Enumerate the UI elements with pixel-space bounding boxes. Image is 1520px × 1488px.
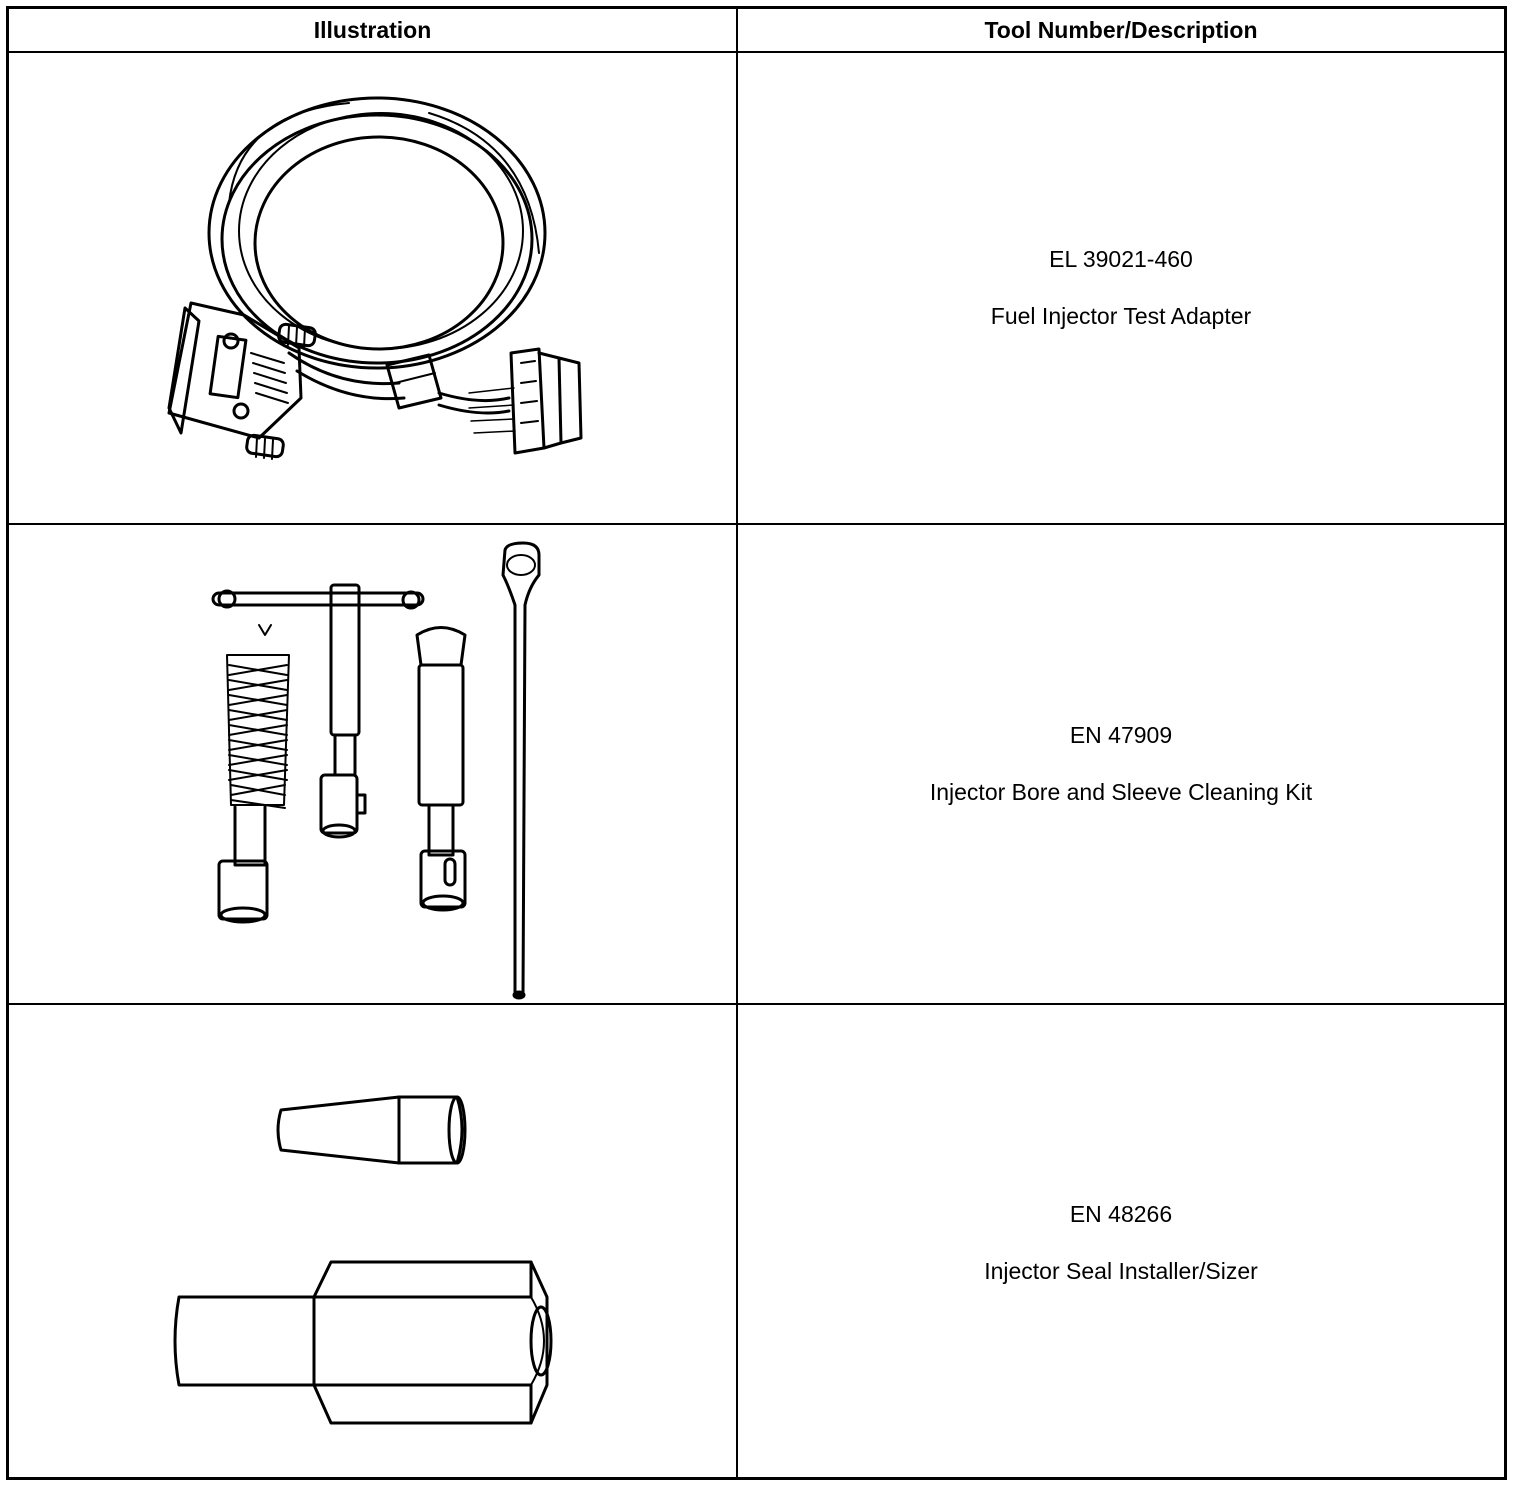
cleaning-kit-icon [9,525,736,1003]
table-row-description [738,525,1504,1003]
header-tool-number-description: Tool Number/Description [984,16,1258,43]
tool-number: EL 39021-460 [1049,246,1193,272]
table-row-illustration [9,525,736,1003]
header-illustration: Illustration [313,16,432,43]
tool-description: Injector Bore and Sleeve Cleaning Kit [929,779,1313,805]
seal-installer-icon [9,1005,736,1480]
table-row-description [738,53,1504,523]
tool-number: EN 48266 [1069,1200,1173,1227]
table-row-description [738,1005,1504,1480]
tool-description: Injector Seal Installer/Sizer [984,1257,1258,1284]
table-row-illustration [9,1005,736,1480]
tool-number: EN 47909 [1069,722,1173,748]
special-tools-table [6,6,1507,1480]
table-row-illustration [9,53,736,523]
tool-description: Fuel Injector Test Adapter [990,303,1252,329]
wire-harness-adapter-icon [9,53,736,523]
